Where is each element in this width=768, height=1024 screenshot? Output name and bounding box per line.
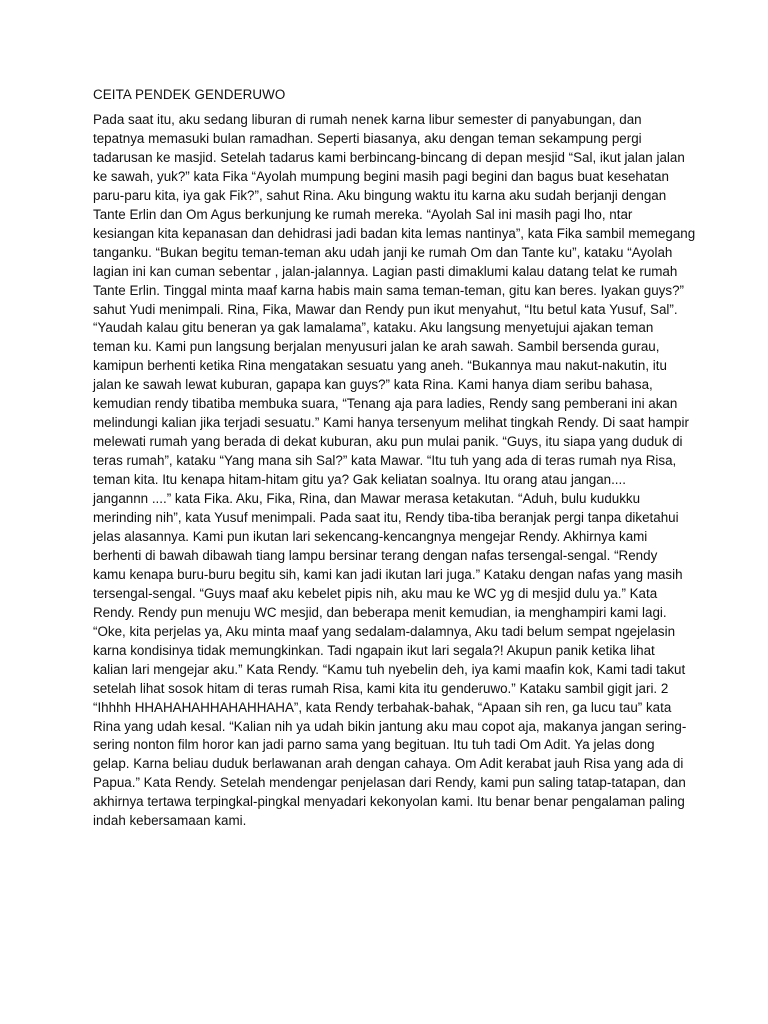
document-title: CEITA PENDEK GENDERUWO (93, 87, 286, 102)
text-line: melindungi kalian jika terjadi sesuatu.” Kami hanya tersenyum melihat tingkah Rendy. Di saat hampir (93, 415, 689, 431)
text-line: karna kondisinya tidak memungkinkan. Tadi ngapain ikut lari segala?! Akupun panik ketika lihat (93, 642, 655, 658)
text-line: kemudian rendy tibatiba membuka suara, “Tenang aja para ladies, Rendy sang pemberani ini akan (93, 396, 678, 412)
text-line: setelah lihat sosok hitam di teras rumah Risa, kami kita itu genderuwo.” Kataku sambil gigit jari. 2 (93, 680, 669, 696)
text-line: “Yaudah kalau gitu beneran ya gak lamalama”, kataku. Aku langsung menyetujui ajakan teman (93, 320, 654, 336)
text-line: kesiangan kita kepanasan dan dehidrasi jadi badan kita lemas nantinya”, kata Fika sambil memegang (93, 225, 696, 241)
text-line: Tante Erlin dan Om Agus berkunjung ke rumah mereka. “Ayolah Sal ini masih pagi lho, ntar (93, 206, 633, 222)
text-line: kalian lari mengejar aku.” Kata Rendy. “Kamu tuh nyebelin deh, iya kami maafin kok, Kami tadi takut (93, 661, 686, 677)
text-line: akhirnya tertawa terpingkal-pingkal menyadari kekonyolan kami. Itu benar benar pengalaman paling (93, 794, 685, 810)
text-line: paru-paru kita, iya gak Fik?”, sahut Rina. Aku bingung waktu itu karna aku sudah berjanji dengan (93, 187, 667, 203)
text-line: Tante Erlin. Tinggal minta maaf karna habis main sama teman-teman, gitu kan beres. Iyakan guys?” (93, 282, 684, 298)
text-line: tanganku. “Bukan begitu teman-teman aku udah janji ke rumah Om dan Tante ku”, kataku “Ayolah (93, 244, 673, 260)
text-line: tadarusan ke masjid. Setelah tadarus kami berbincang-bincang di depan mesjid “Sal, ikut jalan jalan (93, 149, 685, 165)
text-line: Rina yang udah kesal. “Kalian nih ya udah bikin jantung aku mau copot aja, makanya jangan sering- (93, 718, 687, 734)
text-line: teras rumah”, kataku “Yang mana sih Sal?” kata Mawar. “Itu tuh yang ada di teras rumah nya Risa, (93, 453, 677, 469)
text-line: Rendy. Rendy pun menuju WC mesjid, dan beberapa menit kemudian, ia menghampiri kami lagi. (93, 604, 667, 620)
text-line: kamipun berhenti ketika Rina mengatakan sesuatu yang aneh. “Bukannya mau nakut-nakutin, itu (93, 358, 667, 374)
text-line: sahut Yudi menimpali. Rina, Fika, Mawar dan Rendy pun ikut menyahut, “Itu betul kata Yusuf, Sal”. (93, 301, 678, 317)
text-line: berhenti di bawah dibawah tiang lampu bersinar terang dengan nafas tersengal-sengal. “Rendy (93, 547, 658, 563)
story-paragraph (93, 111, 696, 831)
text-line: melewati rumah yang berada di dekat kuburan, aku pun mulai panik. “Guys, itu siapa yang duduk di (93, 434, 683, 450)
text-line: kamu kenapa buru-buru begitu sih, kami kan jadi ikutan lari juga.” Kataku dengan nafas yang masih (93, 566, 683, 582)
text-line: jelas alasannya. Kami pun ikutan lari sekencang-kencangnya mengejar Rendy. Akhirnya kami (93, 528, 648, 544)
text-line: ke sawah, yuk?” kata Fika “Ayolah mumpung begini masih pagi begini dan bagus buat kesehatan (93, 168, 669, 184)
text-line: teman kita. Itu kenapa hitam-hitam gitu ya? Gak keliatan soalnya. Itu orang atau jangan.... (93, 472, 626, 488)
text-line: jangannn ....” kata Fika. Aku, Fika, Rina, dan Mawar merasa ketakutan. “Aduh, bulu kudukku (93, 491, 641, 507)
text-line: lagian ini kan cuman sebentar , jalan-jalannya. Lagian pasti dimaklumi kalau datang telat ke rumah (93, 263, 678, 279)
text-line: teman ku. Kami pun langsung berjalan menyusuri jalan ke arah sawah. Sambil bersenda gurau, (93, 339, 660, 355)
text-line: tepatnya memasuki bulan ramadhan. Seperti biasanya, aku dengan teman sekampung pergi (93, 130, 642, 146)
text-line: jalan ke sawah lewat kuburan, gapapa kan guys?” kata Rina. Kami hanya diam seribu bahasa, (93, 377, 653, 393)
text-line: Pada saat itu, aku sedang liburan di rumah nenek karna libur semester di panyabungan, dan (93, 112, 642, 127)
text-line: “Oke, kita perjelas ya, Aku minta maaf yang sedalam-dalamnya, Aku tadi belum sempat ngejelasin (93, 623, 676, 639)
text-line: indah kebersamaan kami. (93, 813, 247, 829)
text-line: “Ihhhh HHAHAHAHHAHAHHAHA”, kata Rendy terbahak-bahak, “Apaan sih ren, ga lucu tau” kata (93, 699, 672, 715)
text-line: sering nonton film horor kan jadi parno sama yang begituan. Itu tuh tadi Om Adit. Ya jelas dong (93, 737, 655, 753)
text-line: gelap. Karna beliau duduk berlawanan arah dengan cahaya. Om Adit kerabat jauh Risa yang ada di (93, 756, 684, 772)
text-line: merinding nih”, kata Yusuf menimpali. Pada saat itu, Rendy tiba-tiba beranjak pergi tanpa diketahui (93, 510, 679, 526)
text-line: tersengal-sengal. “Guys maaf aku kebelet pipis nih, aku mau ke WC yg di mesjid dulu ya.” Kata (93, 585, 658, 601)
text-line: Papua.” Kata Rendy. Setelah mendengar penjelasan dari Rendy, kami pun saling tatap-tatapan, dan (93, 775, 686, 791)
